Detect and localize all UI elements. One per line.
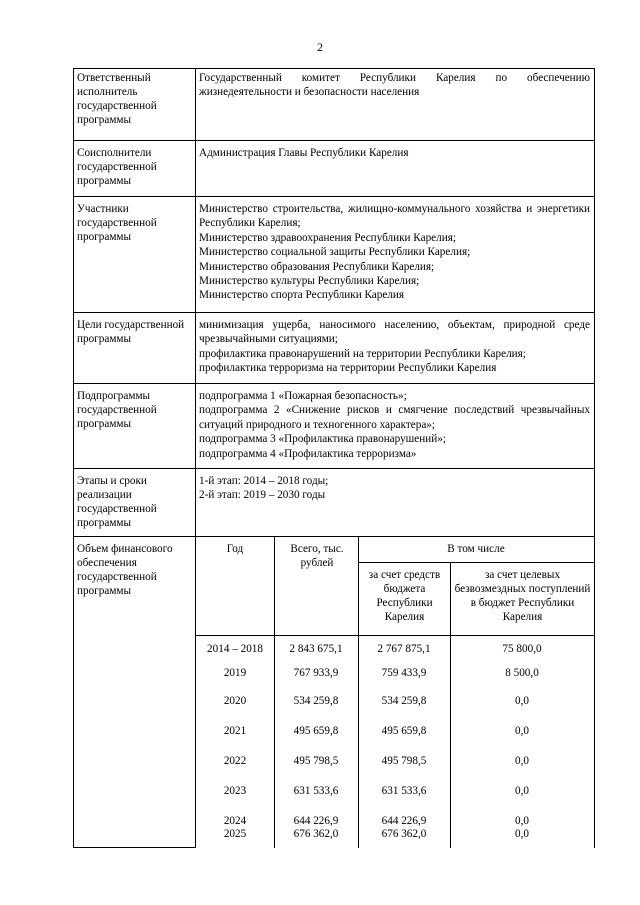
row-border bbox=[74, 468, 594, 469]
finance-column-divider bbox=[358, 536, 359, 848]
cell-targeted: 0,0 bbox=[515, 695, 529, 707]
value-line: профилактика терроризма на территории Республики Карелия bbox=[199, 362, 497, 375]
value-line: Министерство социальной защиты Республики Карелия; bbox=[199, 246, 471, 259]
cell-budget: 676 362,0 bbox=[381, 828, 427, 840]
cell-total: 644 226,9 bbox=[293, 815, 339, 827]
cell-year: 2014 – 2018 bbox=[207, 643, 263, 655]
finance-header-border bbox=[358, 562, 594, 563]
label-co-executors: Соисполнители государственной программы bbox=[77, 147, 157, 187]
cell-total: 767 933,9 bbox=[293, 667, 339, 679]
cell-targeted: 75 800,0 bbox=[502, 643, 542, 655]
value-line: Министерство культуры Республики Карелия; bbox=[199, 275, 420, 288]
cell-targeted: 0,0 bbox=[515, 828, 529, 840]
cell-year: 2022 bbox=[223, 755, 247, 767]
cell-targeted: 0,0 bbox=[515, 755, 529, 767]
value-line: профилактика правонарушений на территории Республики Карелия; bbox=[199, 347, 526, 360]
label-responsible-executor: Ответственный исполнитель государственной программы bbox=[77, 72, 157, 126]
value-line: Министерство строительства, жилищно-коммунального хозяйства и энергетики Республики Карелия; bbox=[199, 203, 590, 230]
value-line: минимизация ущерба, наносимого населению, объектам, природной среде чрезвычайными ситуациями; bbox=[199, 319, 590, 346]
cell-budget: 2 767 875,1 bbox=[377, 643, 431, 655]
value-line: подпрограмма 2 «Снижение рисков и смягчение последствий чрезвычайных ситуаций природного и техногенного характера»; bbox=[199, 404, 590, 431]
cell-budget: 495 798,5 bbox=[381, 755, 427, 767]
row-border bbox=[74, 536, 594, 537]
cell-budget: 534 259,8 bbox=[381, 695, 427, 707]
header-total: Всего, тыс. рублей bbox=[290, 543, 344, 569]
value-co-executors bbox=[199, 146, 590, 160]
finance-column-divider bbox=[274, 536, 275, 848]
label-stages: Этапы и сроки реализации государственной программы bbox=[77, 475, 157, 529]
value-goals bbox=[199, 318, 590, 376]
value-line: подпрограмма 1 «Пожарная безопасность»; bbox=[199, 390, 407, 402]
value-line: Министерство образования Республики Карелия; bbox=[199, 260, 435, 273]
value-line: Администрация Главы Республики Карелия bbox=[199, 147, 409, 159]
value-line: 1-й этап: 2014 – 2018 годы; bbox=[199, 475, 329, 487]
cell-year: 2020 bbox=[223, 695, 247, 707]
cell-total: 2 843 675,1 bbox=[289, 643, 343, 655]
value-line: подпрограмма 3 «Профилактика правонарушений»; bbox=[199, 433, 446, 446]
value-subprograms bbox=[199, 389, 590, 461]
cell-targeted: 0,0 bbox=[515, 725, 529, 737]
header-including: В том числе bbox=[447, 543, 505, 555]
header-budget: за счет средств бюджета Республики Карелия bbox=[368, 569, 441, 623]
value-line: 2-й этап: 2019 – 2030 годы bbox=[199, 489, 326, 502]
cell-total: 631 533,6 bbox=[293, 785, 339, 797]
label-goals: Цели государственной программы bbox=[77, 319, 185, 345]
cell-total: 495 798,5 bbox=[293, 755, 339, 767]
cell-year: 2021 bbox=[223, 725, 247, 737]
cell-total: 534 259,8 bbox=[293, 695, 339, 707]
row-border bbox=[74, 140, 594, 141]
page-number: 2 bbox=[317, 40, 323, 54]
cell-budget: 631 533,6 bbox=[381, 785, 427, 797]
label-subprograms: Подпрограммы государственной программы bbox=[77, 390, 157, 430]
cell-total: 495 659,8 bbox=[293, 725, 339, 737]
cell-year: 2023 bbox=[223, 785, 247, 797]
cell-total: 676 362,0 bbox=[293, 828, 339, 840]
row-border bbox=[74, 847, 196, 848]
row-border bbox=[74, 312, 594, 313]
label-participants: Участники государственной программы bbox=[77, 203, 157, 243]
cell-budget: 495 659,8 bbox=[381, 725, 427, 737]
value-line: Государственный комитет Республики Карелия по обеспечению жизнедеятельности и безопасности населения bbox=[199, 72, 590, 99]
cell-targeted: 0,0 bbox=[515, 785, 529, 797]
cell-year: 2024 bbox=[223, 815, 247, 827]
cell-targeted: 0,0 bbox=[515, 815, 529, 827]
label-financing: Объем финансового обеспечения государственной программы bbox=[77, 543, 173, 597]
passport-table bbox=[73, 68, 595, 848]
row-border bbox=[74, 383, 594, 384]
row-border bbox=[74, 196, 594, 197]
cell-budget: 759 433,9 bbox=[381, 667, 427, 679]
header-year: Год bbox=[226, 543, 244, 555]
value-participants bbox=[199, 202, 590, 303]
finance-header-border bbox=[195, 635, 594, 636]
cell-budget: 644 226,9 bbox=[381, 815, 427, 827]
value-line: Министерство спорта Республики Карелия bbox=[199, 289, 405, 302]
value-responsible-executor bbox=[199, 71, 590, 100]
cell-targeted: 8 500,0 bbox=[505, 667, 539, 679]
cell-year: 2025 bbox=[223, 828, 247, 840]
header-targeted: за счет целевых безвозмездных поступлений в бюджет Республики Карелия bbox=[454, 569, 591, 623]
value-line: подпрограмма 4 «Профилактика терроризма» bbox=[199, 447, 417, 460]
cell-year: 2019 bbox=[223, 667, 247, 679]
value-line: Министерство здравоохранения Республики Карелия; bbox=[199, 231, 456, 244]
row-border bbox=[74, 68, 594, 69]
value-stages bbox=[199, 474, 590, 503]
